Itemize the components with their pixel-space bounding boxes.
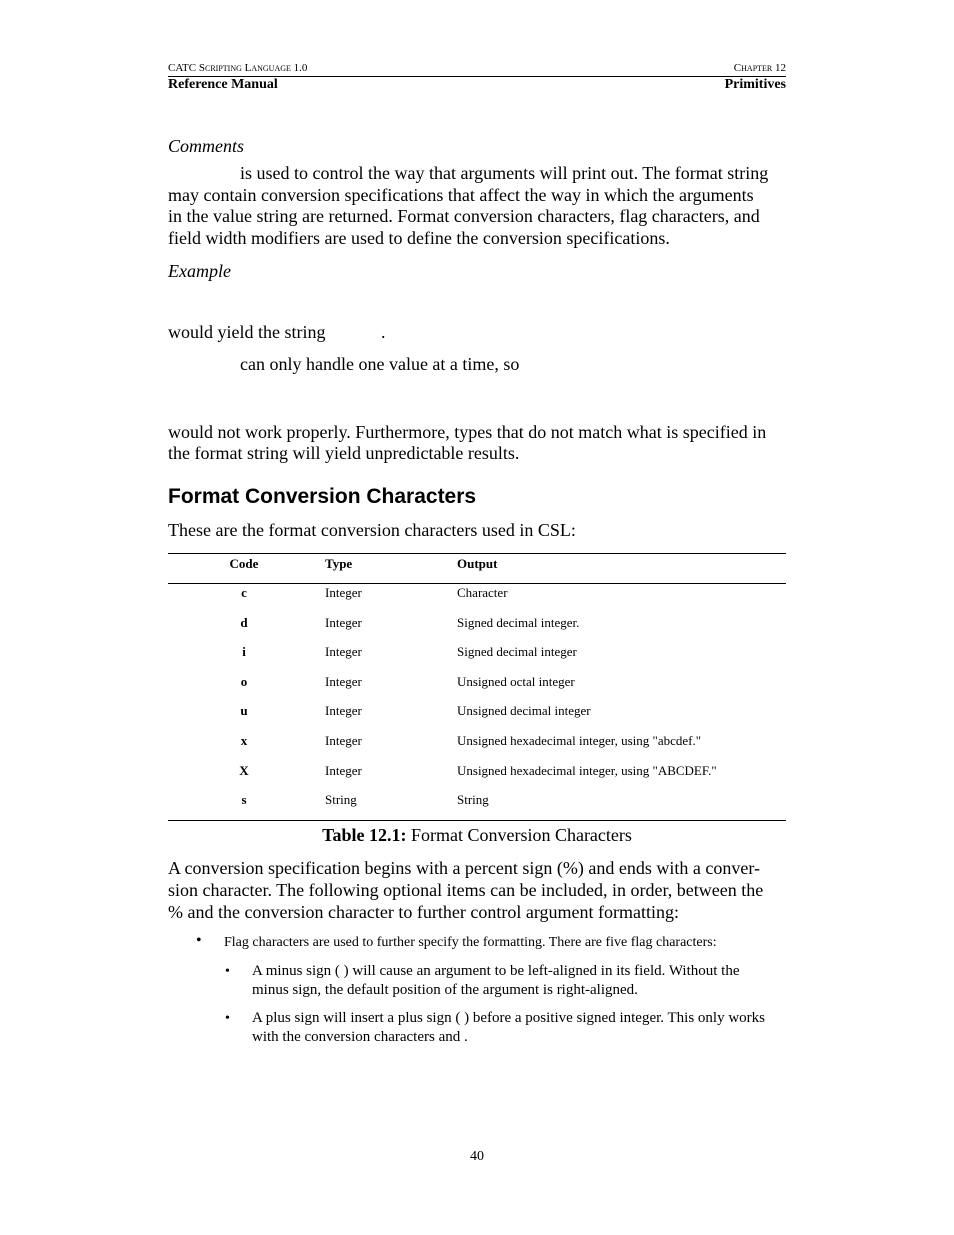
table-cell-code: s (241, 792, 247, 807)
table-cell-output: String (457, 792, 489, 807)
example-not-work-1: would not work properly. Furthermore, types that do not match what is specified in (168, 422, 767, 442)
conversion-line-3: % and the conversion character to further control argument formatting: (168, 902, 679, 922)
table-row (168, 672, 786, 692)
header-section: Primitives (724, 77, 786, 92)
table-row (168, 790, 786, 810)
conversion-line-2: sion character. The following optional items can be included, in order, between the (168, 880, 764, 900)
table-row (168, 613, 786, 633)
table-cell-type: Integer (325, 703, 362, 718)
table-cell-code: c (241, 585, 247, 600)
table-cell-code: d (240, 615, 248, 630)
table-row (168, 642, 786, 662)
bullet-marker: • (196, 932, 202, 949)
table-header-output: Output (457, 556, 498, 571)
conversion-line-1: A conversion specification begins with a percent sign (%) and ends with a conver- (168, 858, 760, 878)
table-caption (168, 824, 786, 846)
comments-heading: Comments (168, 136, 244, 156)
sub-bullet-minus-line-2: minus sign, the default position of the argument is right-aligned. (252, 982, 638, 998)
table-cell-output: Unsigned octal integer (457, 674, 575, 689)
header-doc-title: CATC Scripting Language 1.0 (168, 62, 308, 74)
sub-bullet-plus-line-1: A plus sign will insert a plus sign ( ) before a positive signed integer. This only works (252, 1010, 766, 1026)
section-intro: These are the format conversion characters used in CSL: (168, 520, 576, 540)
table-cell-output: Character (457, 585, 508, 600)
page-number: 40 (470, 1149, 484, 1164)
table-cell-output: Unsigned hexadecimal integer, using "abcdef." (457, 733, 702, 748)
table-header-type: Type (325, 556, 353, 571)
table-row (168, 761, 786, 781)
table-cell-code: u (240, 703, 248, 718)
table-caption-label: Table 12.1: (322, 825, 407, 845)
comments-line-2: may contain conversion specifications that affect the way in which the arguments (168, 185, 754, 205)
table-cell-code: o (240, 674, 248, 689)
table-cell-type: Integer (325, 763, 362, 778)
header-chapter: Chapter 12 (733, 62, 786, 74)
table-header-code: Code (229, 556, 259, 571)
table-cell-type: Integer (325, 674, 362, 689)
sub-bullet-marker: • (225, 1011, 230, 1026)
example-not-work-2: the format string will yield unpredictable results. (168, 443, 520, 463)
table-cell-code: i (242, 644, 246, 659)
table-cell-output: Unsigned hexadecimal integer, using "ABCDEF." (457, 763, 717, 778)
table-header-row (168, 554, 786, 574)
table-caption-text: Format Conversion Characters (406, 825, 632, 845)
table-row (168, 731, 786, 751)
sub-bullet-minus-line-1: A minus sign ( ) will cause an argument to be left-aligned in its field. Without the (252, 963, 740, 979)
table-cell-output: Signed decimal integer (457, 644, 577, 659)
example-yield-period: . (381, 322, 386, 342)
table-cell-code: X (239, 763, 249, 778)
table-cell-output: Unsigned decimal integer (457, 703, 591, 718)
example-one-value: can only handle one value at a time, so (240, 354, 520, 374)
table-cell-code: x (240, 733, 248, 748)
table-bottom-rule (168, 820, 786, 821)
table-cell-type: String (325, 792, 357, 807)
header-manual: Reference Manual (168, 77, 278, 92)
comments-line-4: field width modifiers are used to define the conversion specifications. (168, 228, 670, 248)
example-heading: Example (168, 261, 231, 281)
sub-bullet-plus-line-2: with the conversion characters and . (252, 1029, 468, 1045)
table-row (168, 701, 786, 721)
table-cell-type: Integer (325, 585, 362, 600)
table-cell-type: Integer (325, 615, 362, 630)
bullet-flag-characters: Flag characters are used to further specify the formatting. There are five flag characters: (224, 935, 717, 950)
comments-line-3: in the value string are returned. Format conversion characters, flag characters, and (168, 206, 760, 226)
table-cell-type: Integer (325, 644, 362, 659)
table-cell-type: Integer (325, 733, 362, 748)
comments-line-1: is used to control the way that arguments will print out. The format string (240, 163, 769, 183)
table-cell-output: Signed decimal integer. (457, 615, 580, 630)
sub-bullet-marker: • (225, 964, 230, 979)
example-yield-text: would yield the string (168, 322, 326, 342)
table-row (168, 583, 786, 603)
section-title: Format Conversion Characters (168, 485, 477, 508)
